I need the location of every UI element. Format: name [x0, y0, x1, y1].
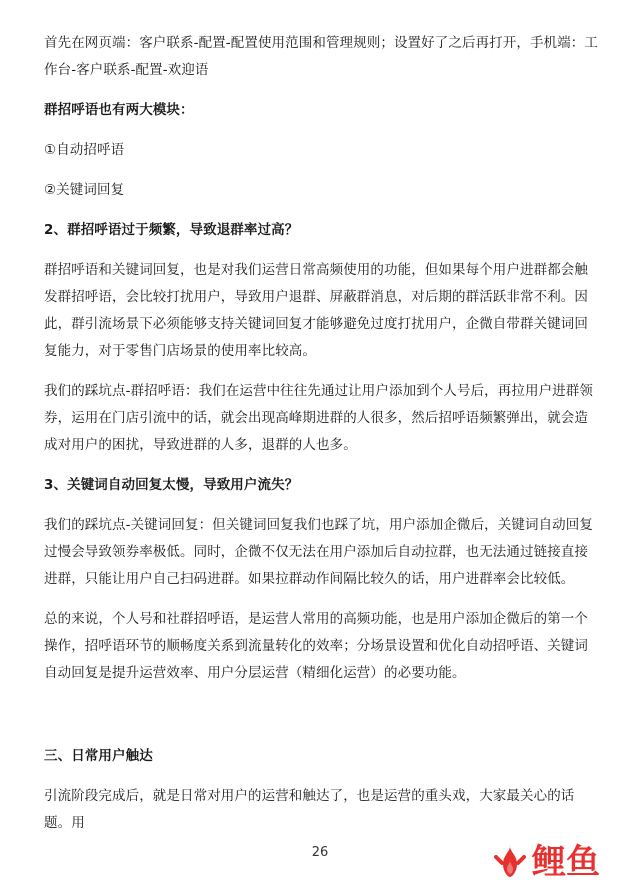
section-title-daily-reach: 三、日常用户触达	[44, 748, 153, 764]
svg-text:鲤鱼: 鲤鱼	[532, 842, 600, 881]
fire-icon	[490, 841, 530, 881]
paragraph-summary: 总的来说，个人号和社群招呼语，是运营人常用的高频功能，也是用户添加企微后的第一个操作，招呼语环节的顺畅度关系到流量转化的效率；分场景设置和优化自动招呼语、关键词自动回复是提升运营效率、用户分层运营（精细化运营）的必要功能。	[44, 611, 588, 681]
paragraph-pitfall-greeting: 我们的踩坑点-群招呼语：我们在运营中往往先通过让用户添加到个人号后，再拉用户进群领券，运用在门店引流中的话，就会出现高峰期进群的人很多，然后招呼语频繁弹出，就会造成对用户的困扰，导致进群的人多，退群的人也多。	[44, 383, 593, 453]
heading-greeting-too-frequent: 2、群招呼语过于频繁，导致退群率过高？	[44, 222, 299, 238]
page-number: 26	[311, 845, 329, 860]
carp-logo-glyphs	[530, 837, 622, 881]
watermark-logo	[490, 837, 622, 881]
paragraph-pitfall-keyword: 我们的踩坑点-关键词回复：但关键词回复我们也踩了坑，用户添加企微后，关键词自动回复过慢会导致领券率极低。同时，企微不仅无法在用户添加后自动拉群，也无法通过链接直接进群，只能让用户自己扫码进群。如果拉群动作间隔比较久的话，用户进群率会比较低。	[44, 517, 593, 587]
list-item-keyword-reply: ②关键词回复	[44, 182, 125, 198]
heading-group-greeting-modules: 群招呼语也有两大模块：	[44, 102, 194, 118]
paragraph-config-path: 首先在网页端：客户联系-配置-配置使用范围和管理规则；设置好了之后再打开，手机端：工作台-客户联系-配置-欢迎语	[44, 35, 598, 78]
list-item-auto-greeting: ①自动招呼语	[44, 142, 125, 158]
paragraph-greeting-keyword: 群招呼语和关键词回复，也是对我们运营日常高频使用的功能，但如果每个用户进群都会触发群招呼语，会比较打扰用户，导致用户退群、屏蔽群消息，对后期的群活跃非常不利。因此，群引流场景下必须能够支持关键词回复才能够避免过度打扰用户，企微自带群关键词回复能力，对于零售门店场景的使用率比较高。	[44, 262, 588, 359]
heading-keyword-reply-slow: 3、关键词自动回复太慢，导致用户流失？	[44, 477, 299, 493]
document-body	[44, 30, 600, 850]
paragraph-daily-reach-intro: 引流阶段完成后，就是日常对用户的运营和触达了，也是运营的重头戏，大家最关心的话题。用	[44, 788, 575, 831]
